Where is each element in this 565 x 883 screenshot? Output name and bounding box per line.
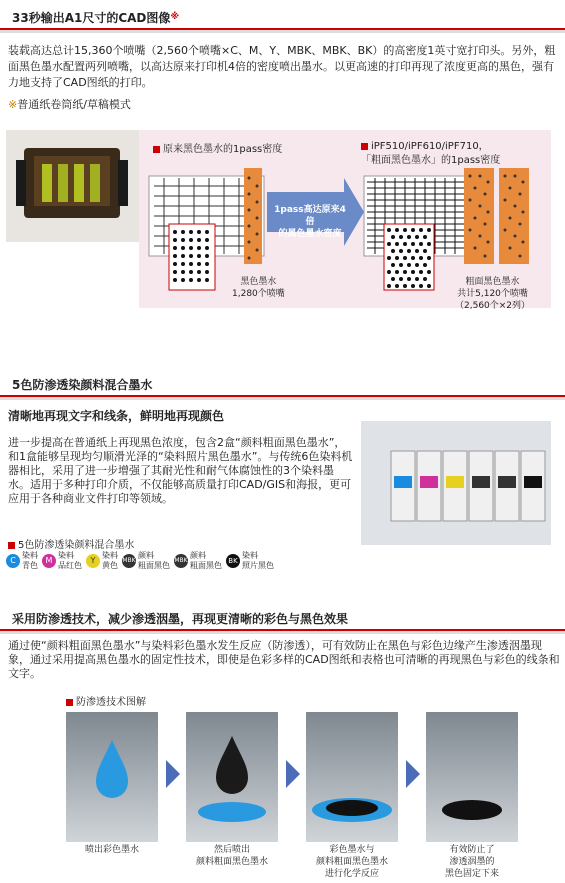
arrow-label-2: 的黑色墨水密度 xyxy=(278,229,342,239)
ink-mbk1 xyxy=(122,551,170,571)
step4-panel xyxy=(426,712,518,842)
ink-y-label: 染料 黄色 xyxy=(102,551,118,570)
ink-m-icon: M xyxy=(42,554,56,568)
section-header-5color xyxy=(0,373,565,397)
right-caption-line1: iPF510/iPF610/iPF710， xyxy=(371,141,489,152)
cartridges-image xyxy=(361,421,551,545)
cartridges-illustration xyxy=(361,421,551,545)
right-caption xyxy=(361,140,500,168)
note-mark: ※ xyxy=(170,12,180,22)
ink-bk-icon: BK xyxy=(226,554,240,568)
note-text: 普通纸卷筒纸/草稿模式 xyxy=(17,98,131,111)
right-ink-nozzles-formula: （2,560个×2列） xyxy=(455,301,531,311)
step4-label: 有效防止了 渗透洇墨的 黑色固定下来 xyxy=(444,845,499,879)
ink-y-icon: Y xyxy=(86,554,100,568)
mixed-puddle-icon xyxy=(306,712,398,842)
s1-desc: 装载高达总计15,360个喷嘴（2,560个喷嘴×C、M、Y、MBK、MBK、BK）的高密度1英寸宽打印头。另外，粗面黑色墨水配置两列喷嘴，以高达原来打印机4倍的密度喷出墨水。以更高速的打印再现了浓度更高的黑色，强有力地支持了CAD图纸的打印。 xyxy=(8,44,556,89)
blue-drop-icon xyxy=(66,712,158,842)
step1-panel xyxy=(66,712,158,842)
ink-legend xyxy=(6,551,274,571)
tech-caption xyxy=(66,693,146,708)
right-ink-name: 粗面黑色墨水 xyxy=(465,277,520,287)
s2-desc: 进一步提高在普通纸上再现黑色浓度，包含2盒“颜料粗面黑色墨水”，和1盒能够呈现均匀顺滑光泽的“染料照片黑色墨水”。与传统6色染料机器相比，采用了进一步增强了其耐光性和耐气体腐蚀性的3个染料墨水。适用于多种打印介质，不仅能够高质量打印CAD/GIS和海报，更可应用于各种商业文件打印等领域。 xyxy=(8,436,353,505)
right-caption-line2: 「粗面黑色墨水」的1pass密度 xyxy=(361,155,501,166)
page xyxy=(0,6,565,883)
tech-caption-text: 防渗透技术图解 xyxy=(76,697,146,708)
step3-label: 彩色墨水与 颜料粗面黑色墨水 进行化学反应 xyxy=(315,845,388,879)
step2-panel xyxy=(186,712,278,842)
right-ink-label xyxy=(455,276,530,312)
ink-mbk2-icon: MBK xyxy=(174,554,188,568)
left-caption-text: 原来黑色墨水的1pass密度 xyxy=(163,144,283,155)
printhead-illustration xyxy=(6,130,139,242)
ink-c xyxy=(6,551,38,571)
section-title: 5色防渗透染颜料混合墨水 xyxy=(12,377,153,392)
ink-c-icon: C xyxy=(6,554,20,568)
left-ink-nozzles: 1,280个喷嘴 xyxy=(232,289,285,299)
section-title: 33秒输出A1尺寸的CAD图像 xyxy=(12,10,171,25)
ink-y xyxy=(86,551,118,571)
arrow-label-1: 1pass高达原来4倍 xyxy=(274,205,346,227)
ink-caption-text: 5色防渗透染颜料混合墨水 xyxy=(18,540,135,551)
right-ink-nozzles: 共计5,120个喷嘴 xyxy=(457,289,528,299)
ink-mbk2-label: 颜料 粗面黑色 xyxy=(190,551,222,570)
left-ink-name: 黑色墨水 xyxy=(240,277,277,287)
s3-desc: 通过使“颜料粗面黑色墨水”与染料彩色墨水发生反应（防渗透），可有效防止在黑色与彩色边缘产生渗透洇墨现象，通过采用提高黑色墨水的固定性技术，即使是色彩多样的CAD图纸和表格也可清晰的再现黑色与彩色的线条和文字。 xyxy=(8,639,560,680)
ink-mbk1-label: 颜料 粗面黑色 xyxy=(138,551,170,570)
ink-bk-label: 染料 照片黑色 xyxy=(242,551,274,570)
arrow-label xyxy=(270,204,350,240)
step3-panel xyxy=(306,712,398,842)
section-title: 采用防渗透技术，减少渗透洇墨，再现更清晰的彩色与黑色效果 xyxy=(12,611,349,626)
arrow-icon xyxy=(286,760,300,788)
black-drop-icon xyxy=(186,712,278,842)
step1-label: 喷出彩色墨水 xyxy=(84,845,139,855)
left-caption xyxy=(153,140,282,155)
ink-bk xyxy=(226,551,274,571)
ink-mbk1-icon: MBK xyxy=(122,554,136,568)
s1-note xyxy=(0,97,565,113)
printhead-image xyxy=(6,130,139,242)
arrow-icon xyxy=(166,760,180,788)
printhead-diagram xyxy=(6,130,551,315)
ink-c-label: 染料 青色 xyxy=(22,551,38,570)
anti-bleed-diagram xyxy=(66,712,546,878)
section-header-anti-bleed xyxy=(0,607,565,631)
fixed-black-icon xyxy=(426,712,518,842)
s2-subtitle: 清晰地再现文字和线条，鲜明地再现颜色 xyxy=(8,409,225,423)
arrow-icon xyxy=(406,760,420,788)
ink-caption xyxy=(8,536,134,551)
ink-mbk2 xyxy=(174,551,222,571)
ink-m xyxy=(42,551,82,571)
ink-m-label: 染料 品红色 xyxy=(58,551,82,570)
left-ink-label xyxy=(232,276,285,300)
note-mark: ※ xyxy=(8,98,18,111)
step2-label: 然后喷出 颜料粗面黑色墨水 xyxy=(195,845,268,867)
section-header-a1 xyxy=(0,6,565,30)
